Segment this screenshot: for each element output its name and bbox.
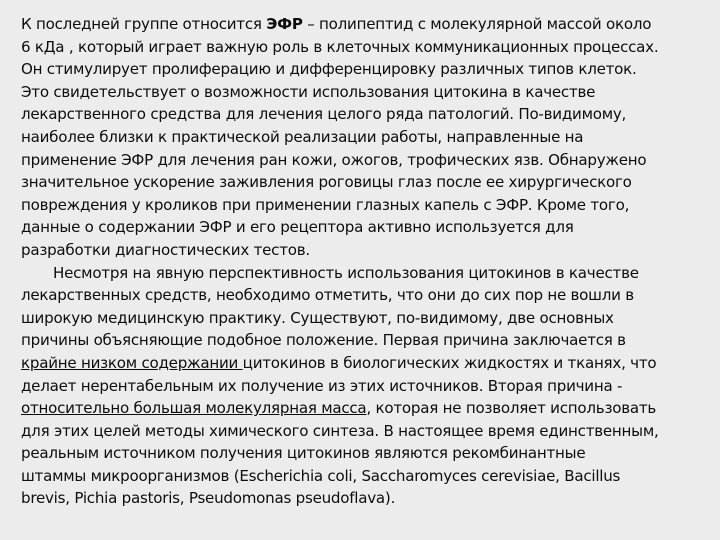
underlined-phrase: крайне низком содержании [21, 353, 243, 372]
text-line: данные о содержании ЭФР и его рецептора активно используется для [21, 218, 574, 237]
text-line [21, 352, 711, 375]
text-line: повреждения у кроликов при применении глазных капель с ЭФР. Кроме того, [21, 195, 630, 214]
text-run: Несмотря на явную перспективность использования цитокинов в качестве [53, 263, 639, 282]
text-line [21, 262, 711, 285]
text-line: Он стимулирует пролиферацию и дифференцировку различных типов клеток. [21, 60, 637, 79]
text-run: , которая не позволяет использовать [366, 399, 657, 418]
text-line: Это свидетельствует о возможности использования цитокина в качестве [21, 82, 596, 101]
text-line: 6 кДа , который играет важную роль в клеточных коммуникационных процессах. [21, 37, 659, 56]
efr-term-bold: ЭФР [266, 15, 303, 33]
text-line [21, 397, 711, 420]
text-line: причины объясняющие подобное положение. Первая причина заключается в [21, 331, 626, 350]
text-line: широкую медицинскую практику. Существуют, по-видимому, две основных [21, 308, 614, 327]
text-line: значительное ускорение заживления роговицы глаз после ее хирургического [21, 173, 632, 192]
text-run: – полипептид с молекулярной массой около [302, 15, 652, 33]
text-run: К последней группе относится [21, 15, 267, 33]
text-line: применение ЭФР для лечения ран кожи, ожогов, трофических язв. Обнаружено [21, 150, 647, 169]
text-line: реальным источником получения цитокинов являются рекомбинантные [21, 444, 586, 463]
text-line: штаммы микроорганизмов (Escherichia coli, Saccharomyces cerevisiae, Bacillus [21, 466, 621, 485]
text-line: разработки диагностических тестов. [21, 240, 310, 259]
text-line: лекарственного средства для лечения целого ряда патологий. По-видимому, [21, 105, 627, 124]
text-line: лекарственных средств, необходимо отметить, что они до сих пор не вошли в [21, 286, 634, 305]
text-line: brevis, Pichia pastoris, Pseudomonas pseudoflava). [21, 489, 396, 508]
paragraph-2 [21, 262, 711, 511]
underlined-phrase: относительно большая молекулярная масса [21, 399, 367, 418]
text-line [21, 13, 711, 36]
text-line: делает нерентабельным их получение из этих источников. Вторая причина - [21, 376, 623, 395]
text-line: наиболее близки к практической реализации работы, направленные на [21, 127, 584, 146]
text-body [21, 13, 711, 510]
text-line: для этих целей методы химического синтеза. В настоящее время единственным, [21, 421, 659, 440]
paragraph-1 [21, 13, 711, 262]
text-run: цитокинов в биологических жидкостях и тканях, что [242, 353, 657, 372]
